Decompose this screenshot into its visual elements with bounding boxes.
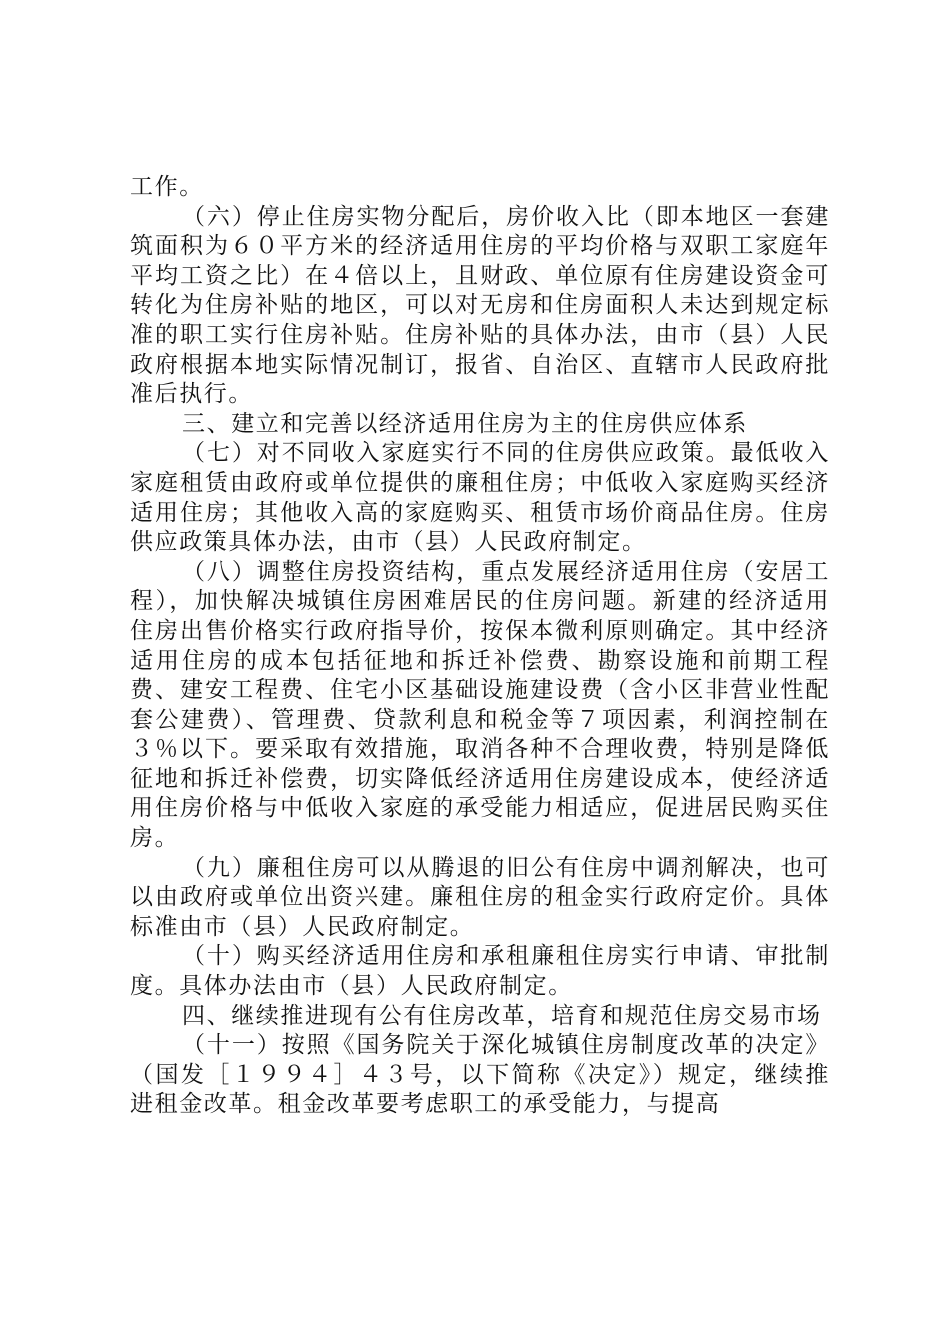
paragraph-item-6: （六）停止住房实物分配后，房价收入比（即本地区一套建筑面积为６０平方米的经济适用住房的平均价格与双职工家庭年平均工资之比）在４倍以上，且财政、单位原有住房建设资金可转化为住房补贴的地区，可以对无房和住房面积人未达到规定标准的职工实行住房补贴。住房补贴的具体办法，由市（县）人民政府根据本地实际情况制订，报省、自治区、直辖市人民政府批准后执行。 <box>130 203 830 408</box>
section-heading-4: 四、继续推进现有公有住房改革，培育和规范住房交易市场 <box>182 1002 822 1029</box>
paragraph-item-11: （十一）按照《国务院关于深化城镇住房制度改革的决定》（国发［１９９４］４３号，以下简称《决定》）规定，继续推进租金改革。租金改革要考虑职工的承受能力，与提高 <box>130 1032 830 1118</box>
paragraph-item-10: （十）购买经济适用住房和承租廉租住房实行申请、审批制度。具体办法由市（县）人民政府制定。 <box>130 943 830 1000</box>
paragraph-item-8: （八）调整住房投资结构，重点发展经济适用住房（安居工程），加快解决城镇住房困难居民的住房问题。新建的经济适用住房出售价格实行政府指导价，按保本微利原则确定。其中经济适用住房的成本包括征地和拆迁补偿费、勘察设施和前期工程费、建安工程费、住宅小区基础设施建设费（含小区非营业性配套公建费）、管理费、贷款利息和税金等７项因素，利润控制在３％以下。要采取有效措施，取消各种不合理收费，特别是降低征地和拆迁补偿费，切实降低经济适用住房建设成本，使经济适用住房价格与中低收入家庭的承受能力相适应，促进居民购买住房。 <box>130 558 830 852</box>
paragraph-continuation: 工作。 <box>130 174 204 200</box>
section-heading-3: 三、建立和完善以经济适用住房为主的住房供应体系 <box>182 410 748 437</box>
paragraph-item-7: （七）对不同收入家庭实行不同的住房供应政策。最低收入家庭租赁由政府或单位提供的廉租住房；中低收入家庭购买经济适用住房；其他收入高的家庭购买、租赁市场价商品住房。住房供应政策具体办法，由市（县）人民政府制定。 <box>130 440 830 556</box>
document-body <box>130 173 830 1120</box>
paragraph-item-9: （九）廉租住房可以从腾退的旧公有住房中调剂解决，也可以由政府或单位出资兴建。廉租住房的租金实行政府定价。具体标准由市（县）人民政府制定。 <box>130 854 830 940</box>
